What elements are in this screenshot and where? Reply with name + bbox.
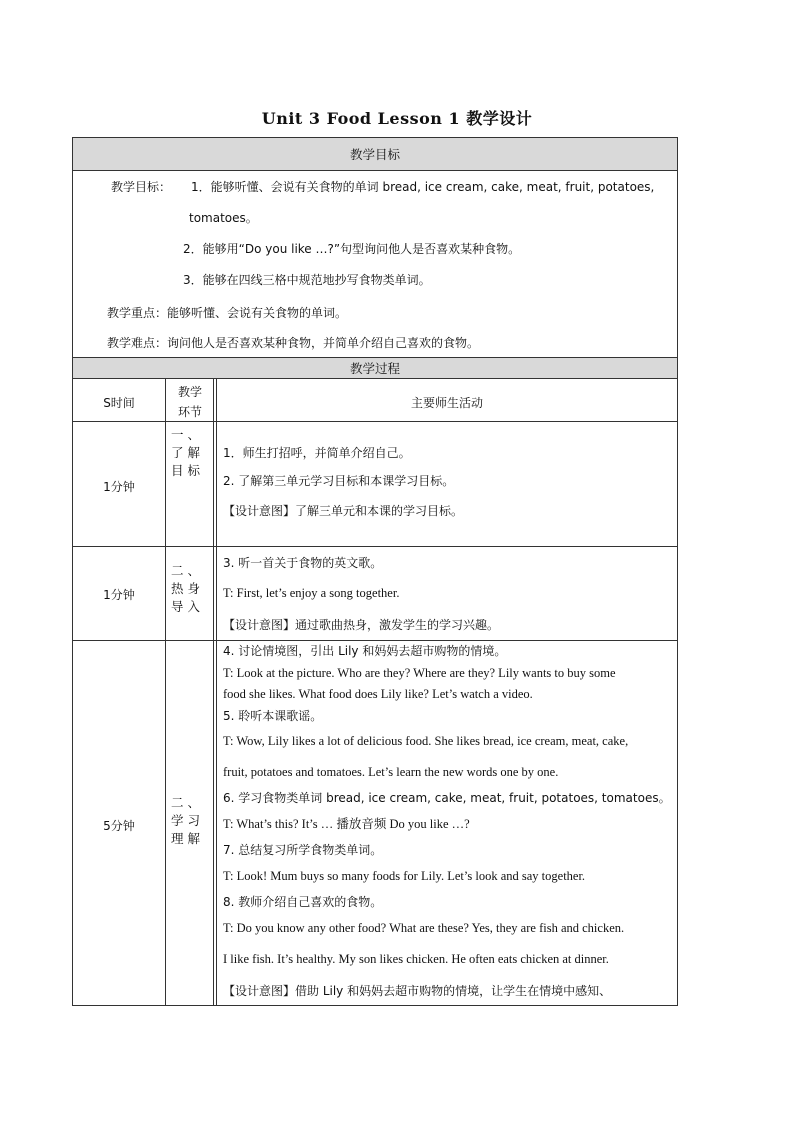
row1-stage-line2: 了 解	[171, 445, 200, 460]
row3-line10: T: Look! Mum buys so many foods for Lily. Let’s look and say together.	[223, 869, 586, 883]
row3-line8: T: What’s this? It’s … 播放音频 Do you like …?	[223, 817, 470, 831]
difficulty-point: 教学难点：询问他人是否喜欢某种食物，并简单介绍自己喜欢的食物。	[107, 336, 480, 350]
objectives-label: 教学目标：	[111, 180, 172, 194]
row1-design-intent: 【设计意图】了解三单元和本课的学习目标。	[223, 504, 464, 518]
objective-item-3: 3．能够在四线三格中规范地抄写食物类单词。	[183, 273, 431, 287]
row2-design-intent: 【设计意图】通过歌曲热身，激发学生的学习兴趣。	[223, 618, 500, 632]
objective-item-1-cont: tomatoes。	[189, 211, 258, 225]
row3-line13: I like fish. It’s healthy. My son likes chicken. He often eats chicken at dinner.	[223, 952, 609, 966]
row1-stage	[171, 426, 207, 480]
row3-stage	[171, 794, 207, 848]
objective-item-1: 1．能够听懂、会说有关食物的单词 bread, ice cream, cake, meat, fruit, potatoes,	[191, 180, 655, 194]
row3-line2: T: Look at the picture. Who are they? Where are they? Lily wants to buy some	[223, 666, 616, 680]
row3-stage-line1: 二 、	[171, 795, 200, 810]
row3-time: 5分钟	[103, 819, 135, 833]
col-header-stage-1: 教学	[177, 385, 202, 399]
col-divider-2b	[216, 379, 217, 1005]
row2-line2: T: First, let’s enjoy a song together.	[223, 586, 400, 600]
row3-stage-line2: 学 习	[171, 813, 200, 828]
row2-stage-line1: 二 、	[171, 563, 200, 578]
row3-line6: fruit, potatoes and tomatoes. Let’s learn the new words one by one.	[223, 765, 559, 779]
row1-line1: 1．师生打招呼，并简单介绍自己。	[223, 446, 411, 460]
key-point: 教学重点：能够听懂、会说有关食物的单词。	[107, 306, 348, 320]
row3-design-intent: 【设计意图】借助 Lily 和妈妈去超市购物的情境，让学生在情境中感知、	[223, 984, 612, 998]
row-divider-1	[73, 546, 677, 547]
document-title: Unit 3 Food Lesson 1 教学设计	[261, 109, 533, 128]
row3-line5: T: Wow, Lily likes a lot of delicious food. She likes bread, ice cream, meat, cake,	[223, 734, 629, 748]
row3-stage-line3: 理 解	[171, 831, 200, 846]
row3-line4: 5. 聆听本课歌谣。	[223, 709, 323, 723]
row-divider-2	[73, 640, 677, 641]
row1-stage-line3: 目 标	[171, 463, 200, 478]
row1-time: 1分钟	[103, 480, 135, 494]
row3-line7: 6. 学习食物类单词 bread, ice cream, cake, meat, fruit, potatoes, tomatoes。	[223, 791, 671, 805]
row2-stage-line3: 导 入	[171, 599, 200, 614]
row2-time: 1分钟	[103, 588, 135, 602]
col-divider-1	[165, 379, 166, 1005]
row1-stage-line1: 一 、	[171, 427, 200, 442]
col-header-time: S时间	[103, 396, 135, 410]
row2-stage-line2: 热 身	[171, 581, 200, 596]
process-header: 教学过程	[73, 357, 677, 379]
row2-line1: 3. 听一首关于食物的英文歌。	[223, 556, 383, 570]
col-header-activity: 主要师生活动	[410, 396, 483, 410]
col-divider-2	[213, 379, 214, 1005]
row3-line9: 7. 总结复习所学食物类单词。	[223, 843, 383, 857]
row3-line12: T: Do you know any other food? What are these? Yes, they are fish and chicken.	[223, 921, 625, 935]
objective-item-2: 2．能够用“Do you like …?”句型询问他人是否喜欢某种食物。	[183, 242, 521, 256]
row3-line11: 8. 教师介绍自己喜欢的食物。	[223, 895, 383, 909]
col-header-stage-2: 环节	[177, 405, 202, 419]
row2-stage	[171, 562, 207, 616]
row3-line1: 4. 讨论情境图，引出 Lily 和妈妈去超市购物的情境。	[223, 644, 507, 658]
objectives-header: 教学目标	[73, 138, 677, 171]
row3-line3: food she likes. What food does Lily like? Let’s watch a video.	[223, 687, 533, 701]
lesson-plan-table	[72, 137, 678, 1006]
row1-line2: 2. 了解第三单元学习目标和本课学习目标。	[223, 474, 455, 488]
row-divider-header	[73, 421, 677, 422]
